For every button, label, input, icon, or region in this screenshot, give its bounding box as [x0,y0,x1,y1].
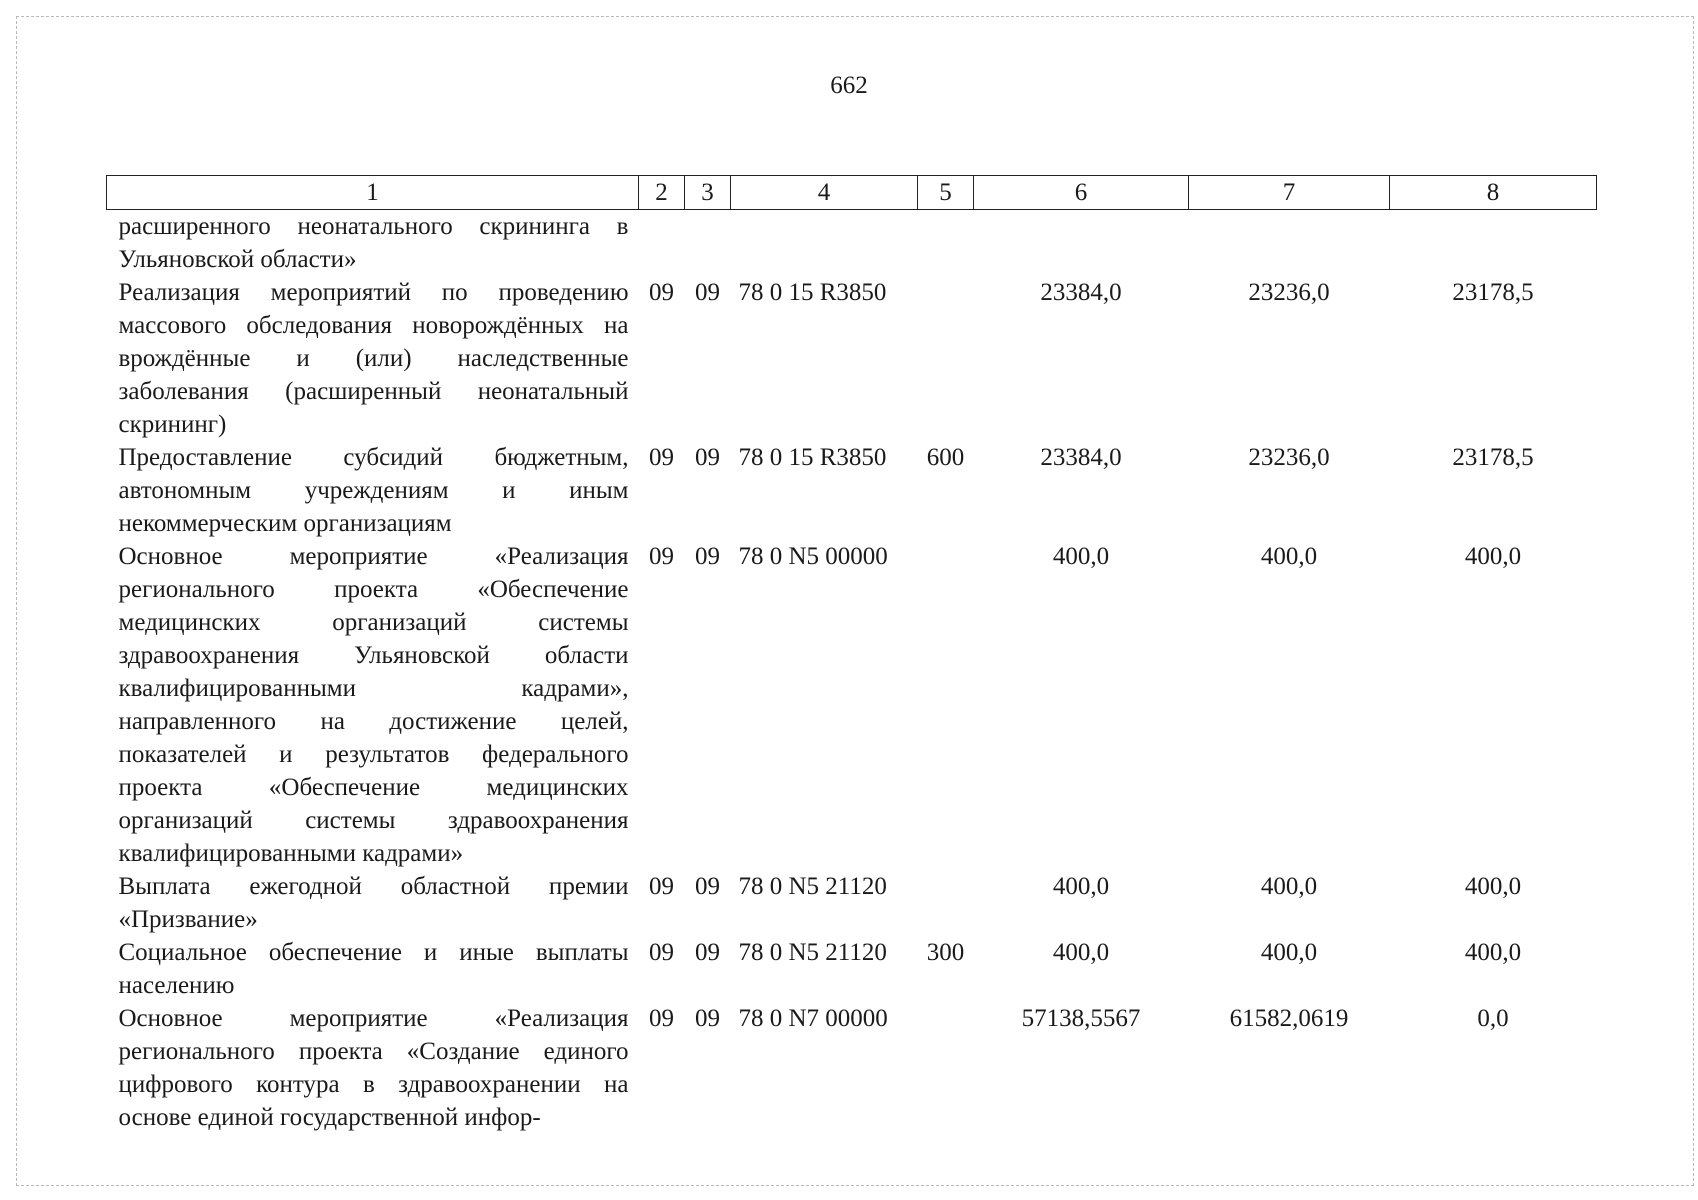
header-col-1: 1 [107,176,639,210]
row-target-code: 78 0 N5 21120 [738,873,887,900]
row-amount-col7: 61582,0619 [1229,1005,1349,1032]
table-row [107,1002,1597,1134]
row-amount-col8: 23178,5 [1452,279,1534,306]
table-row [107,870,1597,936]
row-name: Реализация мероприятий по проведению массового обследования новорождённых на врождённые и (или) наследственные заболевания (расширенный неонатальный скрининг) [118,279,629,438]
row-name: Основное мероприятие «Реализация регионального проекта «Обеспечение медицинских организаций системы здравоохранения Ульяновской области квалифицированными кадрами», направленного на достижение целей, показателей и результатов федерального проекта «Обеспечение медицинских организаций системы здравоохранения квалифицированными кадрами» [118,543,629,867]
header-col-5: 5 [918,176,974,210]
row-amount-col6: 400,0 [1052,873,1110,900]
row-name: Выплата ежегодной областной премии «Призвание» [118,873,629,933]
row-target-code [731,210,918,277]
row-expense-type [918,1002,974,1134]
row-amount-col7: 23236,0 [1248,279,1330,306]
row-section: 09 [649,279,674,306]
row-subsection [685,210,731,277]
row-amount-col6: 400,0 [1052,543,1110,570]
row-section: 09 [649,543,674,570]
row-section: 09 [649,444,674,471]
budget-table [106,175,1597,1134]
row-expense-type: 300 [926,939,965,966]
row-expense-type [918,276,974,441]
row-subsection: 09 [695,543,720,570]
header-row [107,176,1597,210]
row-amount-col6 [974,210,1189,277]
row-expense-type [918,870,974,936]
row-target-code: 78 0 15 R3850 [738,444,887,471]
header-col-4: 4 [731,176,918,210]
row-amount-col8 [1390,210,1597,277]
row-amount-col7: 400,0 [1260,543,1318,570]
row-name: Основное мероприятие «Реализация регионального проекта «Создание единого цифрового контура в здравоохранении на основе единой государственной инфор- [118,1005,629,1131]
row-section: 09 [649,1005,674,1032]
row-name: Предоставление субсидий бюджетным, автономным учреждениям и иным некоммерческим организациям [118,444,629,537]
page-number: 662 [830,72,868,99]
header-col-7: 7 [1189,176,1390,210]
row-expense-type: 600 [926,444,965,471]
row-amount-col8: 0,0 [1477,1005,1509,1032]
row-section [639,210,685,277]
row-subsection: 09 [695,1005,720,1032]
table-row [107,441,1597,540]
table-row [107,276,1597,441]
row-amount-col6: 23384,0 [1040,444,1122,471]
row-target-code: 78 0 N5 21120 [738,939,887,966]
row-amount-col7: 400,0 [1260,939,1318,966]
row-target-code: 78 0 N7 00000 [738,1005,888,1032]
row-amount-col6: 23384,0 [1040,279,1122,306]
row-amount-col8: 400,0 [1464,543,1522,570]
row-subsection: 09 [695,444,720,471]
table-row [107,936,1597,1002]
row-amount-col7: 23236,0 [1248,444,1330,471]
row-subsection: 09 [695,939,720,966]
header-col-6: 6 [974,176,1189,210]
document-sheet [106,175,1596,1134]
row-target-code: 78 0 15 R3850 [738,279,887,306]
row-name: расширенного неонатального скрининга в Ульяновской области» [118,213,629,273]
row-amount-col8: 400,0 [1464,939,1522,966]
row-section: 09 [649,873,674,900]
table-row [107,540,1597,870]
header-col-3: 3 [685,176,731,210]
row-expense-type [918,210,974,277]
row-amount-col7 [1189,210,1390,277]
row-amount-col8: 23178,5 [1452,444,1534,471]
row-section: 09 [649,939,674,966]
table-row [107,210,1597,277]
header-col-8: 8 [1390,176,1597,210]
row-subsection: 09 [695,279,720,306]
table-header [107,176,1597,210]
row-amount-col7: 400,0 [1260,873,1318,900]
row-name: Социальное обеспечение и иные выплаты населению [118,939,629,999]
row-amount-col6: 400,0 [1052,939,1110,966]
row-amount-col6: 57138,5567 [1021,1005,1141,1032]
table-body [107,210,1597,1135]
row-amount-col8: 400,0 [1464,873,1522,900]
row-target-code: 78 0 N5 00000 [738,543,888,570]
row-subsection: 09 [695,873,720,900]
header-col-2: 2 [639,176,685,210]
row-expense-type [918,540,974,870]
